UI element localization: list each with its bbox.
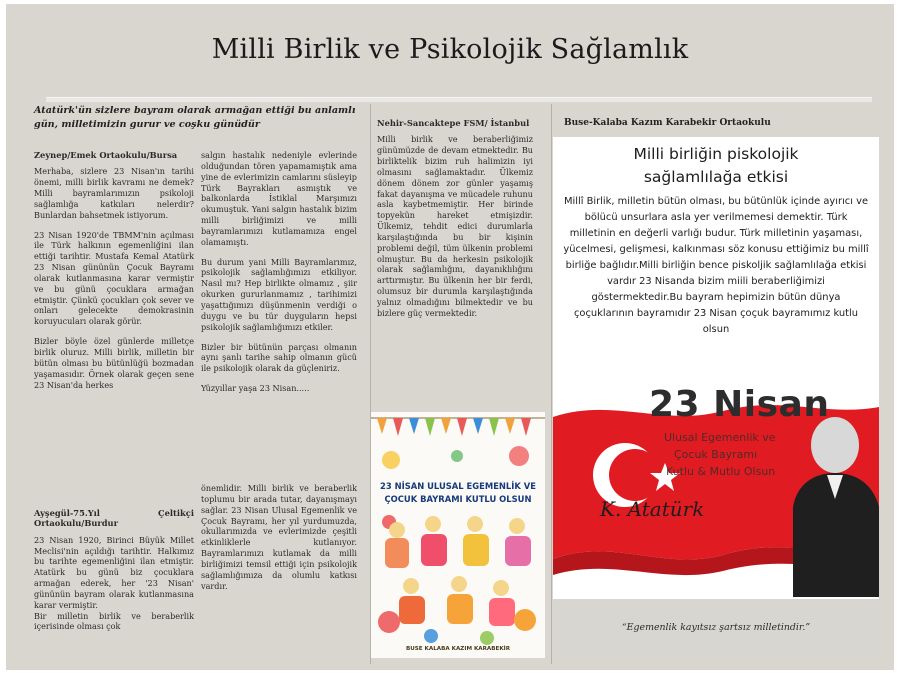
page-title: Milli Birlik ve Psikolojik Sağlamlık [211, 34, 689, 65]
ataturk-signature: K. Atatürk [600, 497, 705, 521]
poster-illustration [371, 412, 545, 658]
flag-heading: 23 Nisan [649, 384, 830, 425]
essay-body: Millî Birlik, milletin bütün olması, bu bütünlük içinde ayırıcı ve bölücü unsurlara asla yer verilmemesi demektir. Türk milletinin en değerli varlığı budur. Türk milletinin yaşaması, yücelmesi, gelişmesi, kalkınması söz konusu ettiğimiz bu millî birliğe bağlıdır.Milli birliğin bence piskoljik sağlamlılağa etkisi vardır 23 Nisanda bizim miili beraberliğimizi göstermektedir.Bu bayram hepimizin bütün dünya çoçuklarının bayramıdır 23 Nisan çoçuk bayramımız kutlu olsun [563, 196, 869, 336]
flag-line: Çocuk Bayramı [674, 448, 758, 461]
essay-title [553, 143, 879, 190]
poster-line: ÇOCUK BAYRAMI KUTLU OLSUN [384, 493, 532, 504]
paragraph: Milli birlik ve beraberliğimiz günümüzde de devam etmektedir. Bu birliktelik bizim ruh halimizin iyi olmasını sağlamaktadır. Ülkemiz dönem dönem zor günler yaşamış fakat dayanışma ve mücadele ruhunu asla kaybetmemiştir. Her birinde topyekün hareket etmişizdir. Ülkemiz, tehdit edici durumlarla karşılaştığında bu bir kişinin problemi değil, tüm ülkenin problemi olmuştur. Bu da herkesin psikolojik olarak sağlamlığını, dayanıklılığını arttırmıştır. Bu ülkenin her bir ferdi, olumsuz bir durumla karşılaştığında yalnız olmadığını bilmektedir ve bu bizlere güç vermektedir. [377, 134, 533, 318]
article-nehir [377, 118, 533, 328]
flag-line: Ulusal Egemenlik ve [664, 431, 776, 444]
paragraph: 23 Nisan 1920, Birinci Büyük Millet Meclisi'nin açıldığı tarihtir. Halkımız bu tarihte egemenliğini ilan etmiştir. Atatürk bu günü biz çocuklara armağan ederek, her '23 Nisan' gününün bayram olarak kutlanmasına karar vermiştir. Bir milletin birlik ve beraberlik içerisinde olması çok [34, 534, 194, 632]
column-divider [551, 104, 552, 664]
paragraph: Merhaba, sizlere 23 Nisan'ın tarihi önemi, milli birlik kavramı ne demek? Milli bayramlarımızın psikoloji sağlamlığa katkıları nelerdir? Bunlardan bahsetmek istiyorum. [34, 166, 194, 220]
article-aysegul-column-1 [34, 508, 194, 641]
quote-box [553, 599, 879, 659]
poster-line: 23 NİSAN ULUSAL EGEMENLİK VE [380, 481, 536, 491]
paragraph: 23 Nisan 1920'de TBMM'nin açılması ile Türk halkının egemenliğini ilan ettiği tarihtir. Mustafa Kemal Atatürk 23 Nisan gününün Çocuk Bayramı olarak kutlanmasına karar vermiştir ve bu günü çocuklara armağan etmiştir. Çünkü çocukları çok sever ve onları gelecekte demokrasinin koruyucuları olarak görür. [34, 229, 194, 327]
article-zeynep-column-1 [34, 150, 194, 399]
article-aysegul-column-2 [201, 483, 357, 600]
paragraph: salgın hastalık nedeniyle evlerinde olduğundan tören yapamamıştık ama yine de evlerimizin camlarını süsleyip Türk Bayrakları asmıştık ve balkonlarda İstiklal Marşımızı okumuştuk. Yani salgın hastalık bizim milli birliğimizi ve milli bayramlarımızı kutlamamıza engel olamamıştı. [201, 150, 357, 247]
poster-footer: BUSE KALABA KAZIM KARABEKİR [405, 646, 511, 652]
article-author: Nehir-Sancaktepe FSM/ İstanbul [377, 118, 530, 128]
paragraph: önemlidir. Milli birlik ve beraberlik toplumu bir arada tutar, dayanışmayı sağlar. 23 Nisan Ulusal Egemenlik ve Çocuk Bayramı, her yıl yurdumuzda, okullarımızda ve evlerimizde çeşitli etkinliklerle kutlanıyor. Bayramlarımızı kutlamak da milli birliğimizi temsil ettiği için psikolojik sağlamlığımıza da olumlu katkısı vardır. [201, 483, 357, 591]
paragraph: Bu durum yani Milli Bayramlarımız, psikolojik sağlamlığımızı etkiliyor. Nasıl mı? Hep birlikte olmamız , şiir okurken gururlanmamız , tarihimizi yaşattığımızı düşünmenin verdiği o duygu ve bu tür duyguların hepsi psikolojik sağlamlığımızı etkiler. [201, 256, 357, 332]
essay-title-line: sağlamlılağa etkisi [643, 168, 789, 187]
poster-message [371, 480, 545, 505]
paragraph: Yüzyıllar yaşa 23 Nisan..... [201, 383, 310, 394]
subheadline: Atatürk'ün sizlere bayram olarak armağan ettiği bu anlamlı gün, milletimizin gurur ve coşku günüdür [34, 105, 356, 130]
essay-card [553, 137, 879, 599]
article-zeynep-column-2 [201, 150, 357, 403]
essay-title-line: Milli birliğin piskolojik [633, 145, 799, 163]
paragraph: Bizler böyle özel günlerde milletçe birlik oluruz. Milli birlik, milletin bir bütün olması bu bütünlüğü bozmadan yaşamasıdır. Örnek olarak geçen sene 23 Nisan'da herkes [34, 336, 194, 390]
article-author: Zeynep/Emek Ortaokulu/Bursa [34, 150, 178, 160]
essay-author: Buse-Kalaba Kazım Karabekir Ortaokulu [564, 118, 771, 128]
celebration-poster [371, 412, 545, 658]
flag-line: Kutlu & Mutlu Olsun [666, 465, 776, 478]
paragraph: Bizler bir bütünün parçası olmanın aynı şanlı tarihe sahip olmanın gücü ile psikolojik olarak da güçleniriz. [201, 341, 357, 374]
article-author: Ayşegül-75.Yıl Çeltikçi Ortaokulu/Burdur [34, 508, 194, 529]
ataturk-quote: “Egemenlik kayıtsız şartsız milletindir.” [621, 622, 811, 633]
title-rule [46, 97, 872, 102]
